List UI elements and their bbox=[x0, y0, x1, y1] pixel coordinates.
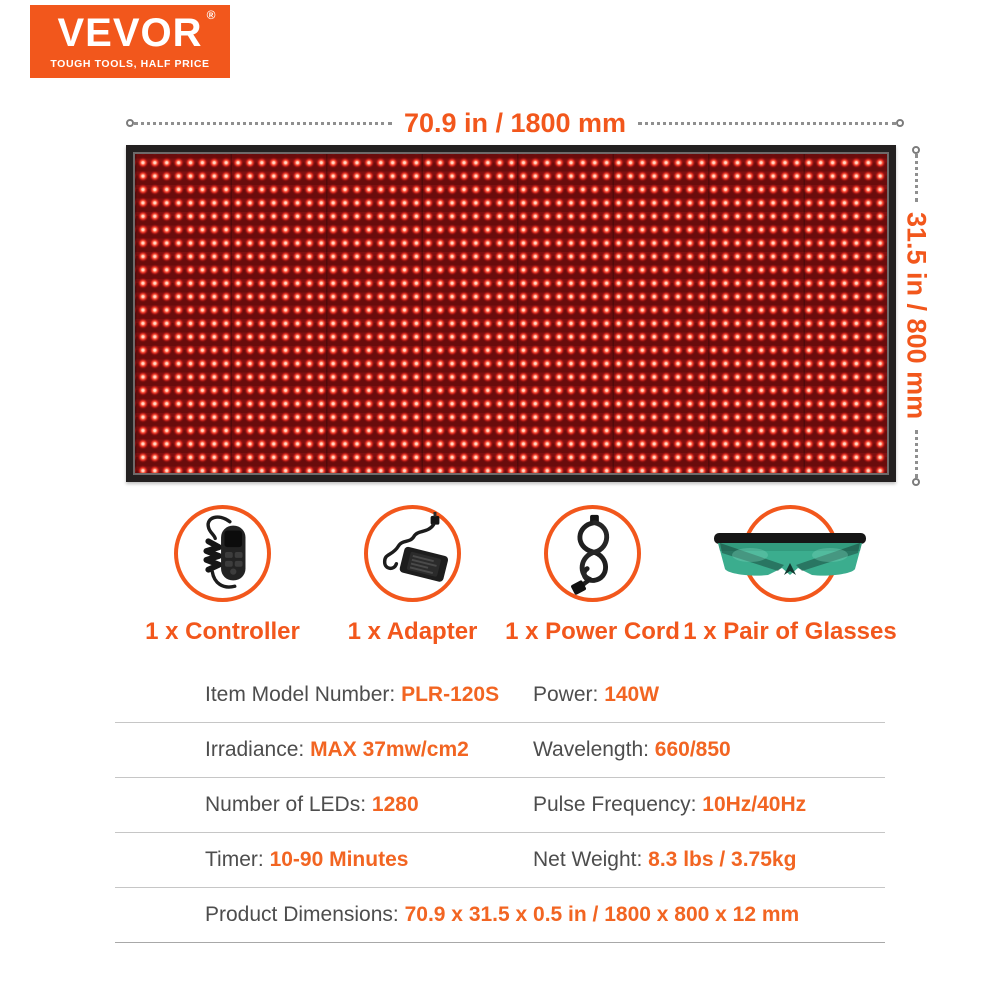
accessory-label: 1 x Adapter bbox=[347, 618, 478, 645]
dimension-endpoint-icon bbox=[912, 146, 920, 154]
registered-trademark-icon: ® bbox=[206, 8, 217, 22]
spec-value: PLR-120S bbox=[401, 683, 500, 706]
spec-label: Number of LEDs: bbox=[205, 793, 372, 816]
spec-net-weight bbox=[533, 848, 796, 872]
spec-power bbox=[533, 683, 659, 707]
dimension-endpoint-icon bbox=[912, 478, 920, 486]
dimension-endpoint-icon bbox=[896, 119, 904, 127]
height-dimension-label: 31.5 in / 800 mm bbox=[901, 212, 932, 420]
dimension-dotted-line bbox=[915, 430, 918, 478]
spec-label: Power: bbox=[533, 683, 605, 706]
led-therapy-panel bbox=[126, 145, 896, 482]
spec-row-irradiance-wavelength bbox=[115, 723, 885, 778]
spec-value: 1280 bbox=[371, 793, 419, 816]
spec-label: Irradiance: bbox=[205, 738, 311, 761]
spec-product-dimensions bbox=[205, 903, 799, 927]
accessory-adapter bbox=[320, 505, 505, 646]
controller-icon bbox=[179, 510, 267, 598]
spec-label: Product Dimensions: bbox=[205, 903, 405, 926]
accessory-label: 1 x Pair of Glasses bbox=[683, 618, 897, 645]
spec-label: Net Weight: bbox=[533, 848, 649, 871]
spec-led-count bbox=[205, 793, 419, 817]
accessory-label: 1 x Controller bbox=[145, 618, 300, 645]
logo-wordmark bbox=[57, 8, 217, 55]
spec-wavelength bbox=[533, 738, 731, 762]
spec-value: MAX 37mw/cm2 bbox=[310, 738, 469, 761]
dimension-dotted-line bbox=[638, 122, 896, 125]
spec-row-timer-weight bbox=[115, 833, 885, 888]
spec-irradiance bbox=[205, 738, 469, 762]
accessory-controller bbox=[130, 505, 315, 646]
spec-model-number bbox=[205, 683, 499, 707]
dimension-dotted-line bbox=[134, 122, 392, 125]
width-dimension-annotation bbox=[126, 109, 904, 137]
dimension-endpoint-icon bbox=[126, 119, 134, 127]
accessory-circle bbox=[544, 505, 641, 602]
spec-timer bbox=[205, 848, 408, 872]
adapter-icon bbox=[369, 510, 457, 598]
height-dimension-annotation bbox=[901, 146, 931, 486]
accessory-power-cord bbox=[500, 505, 685, 646]
spec-value: 8.3 lbs / 3.75kg bbox=[648, 848, 797, 871]
spec-label: Pulse Frequency: bbox=[533, 793, 703, 816]
glasses-icon bbox=[706, 519, 874, 589]
accessory-circle bbox=[742, 505, 839, 602]
spec-value: 70.9 x 31.5 x 0.5 in / 1800 x 800 x 12 mm bbox=[404, 903, 800, 926]
logo-tagline: TOUGH TOOLS, HALF PRICE bbox=[50, 58, 210, 70]
power-cord-icon bbox=[549, 510, 637, 598]
spec-row-dimensions bbox=[115, 888, 885, 943]
spec-value: 10Hz/40Hz bbox=[702, 793, 807, 816]
dimension-dotted-line bbox=[915, 154, 918, 202]
spec-value: 660/850 bbox=[654, 738, 731, 761]
led-grid bbox=[133, 152, 889, 475]
spec-row-leds-frequency bbox=[115, 778, 885, 833]
logo-text: VEVOR bbox=[57, 11, 203, 55]
accessory-circle bbox=[364, 505, 461, 602]
spec-value: 140W bbox=[604, 683, 660, 706]
spec-value: 10-90 Minutes bbox=[269, 848, 409, 871]
vevor-logo bbox=[30, 5, 230, 78]
spec-table bbox=[115, 668, 885, 943]
spec-label: Wavelength: bbox=[533, 738, 655, 761]
spec-label: Timer: bbox=[205, 848, 270, 871]
width-dimension-label: 70.9 in / 1800 mm bbox=[403, 107, 627, 138]
spec-label: Item Model Number: bbox=[205, 683, 402, 706]
spec-row-model-power bbox=[115, 668, 885, 723]
accessory-glasses bbox=[675, 505, 905, 646]
spec-pulse-frequency bbox=[533, 793, 806, 817]
accessory-circle bbox=[174, 505, 271, 602]
accessory-label: 1 x Power Cord bbox=[505, 618, 680, 645]
